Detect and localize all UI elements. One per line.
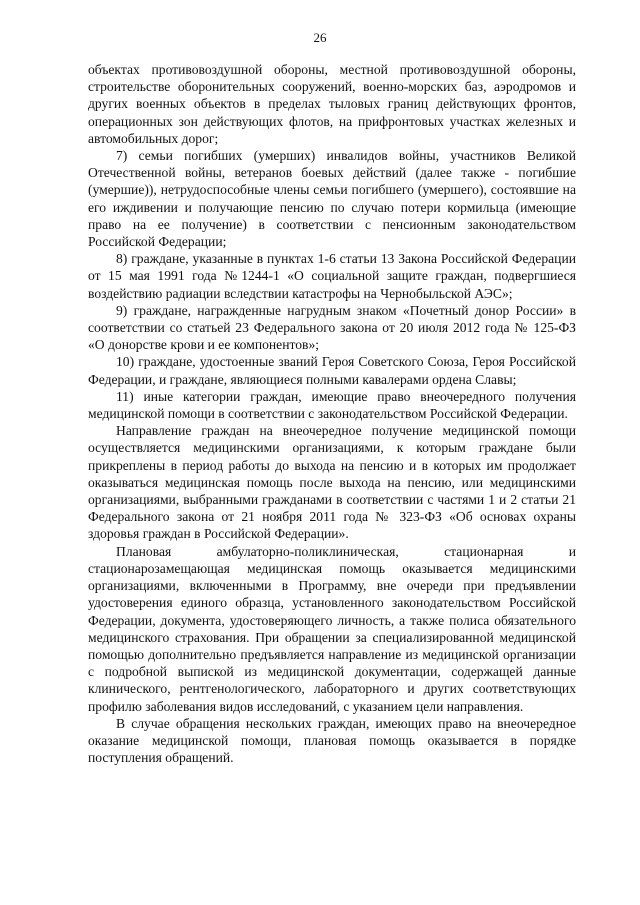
paragraph-item-9: 9) граждане, награжденные нагрудным знаком «Почетный донор России» в соответствии со статьей 23 Федерального закона от 20 июля 2012 года № 125-ФЗ «О донорстве крови и ее компонентов»; (88, 302, 576, 353)
paragraph-continuation: объектах противовоздушной обороны, местной противовоздушной обороны, строительстве оборонительных сооружений, военно-морских баз, аэродромов и других военных объектов в пределах тыловых границ действующих фронтов, операционных зон действующих флотов, на прифронтовых участках железных и автомобильных дорог; (88, 62, 576, 146)
paragraph-order: В случае обращения нескольких граждан, имеющих право на внеочередное оказание медицинской помощи, плановая помощь оказывается в порядке поступления обращений. (88, 715, 576, 766)
paragraph-planned-care: Плановая амбулаторно-поликлиническая, стационарная и стационарозамещающая медицинская помощь оказывается медицинскими организациями, включенными в Программу, вне очереди при предъявлении удостоверения единого образца, установленного законодательством Российской Федерации, документа, удостоверяющего личность, а также полиса обязательного медицинского страхования. При обращении за специализированной медицинской помощью дополнительно предъявляется направление из медицинской организации с подробной выпиской из медицинской документации, содержащей данные клинического, рентгенологического, лабораторного и других соответствующих профилю заболевания видов исследований, с указанием цели направления. (88, 543, 576, 714)
paragraph-item-10: 10) граждане, удостоенные званий Героя Советского Союза, Героя Российской Федерации, и граждане, являющиеся полными кавалерами ордена Славы; (88, 354, 576, 387)
document-body (88, 61, 576, 766)
paragraph-referral: Направление граждан на внеочередное получение медицинской помощи осуществляется медицинскими организациями, к которым граждане были прикреплены в период работы до выхода на пенсию и в которых им продолжает оказываться медицинская помощь после выхода на пенсию, или медицинскими организациями, выбранными гражданами в соответствии с частями 1 и 2 статьи 21 Федерального закона от 21 ноября 2011 года № 323-ФЗ «Об основах охраны здоровья граждан в Российской Федерации». (88, 423, 576, 542)
page-number: 26 (313, 30, 327, 45)
paragraph-item-8: 8) граждане, указанные в пунктах 1-6 статьи 13 Закона Российской Федерации от 15 мая 1991 года №1244-1 «О социальной защите граждан, подвергшиеся воздействию радиации вследствии катастрофы на Чернобыльской АЭС»; (88, 251, 576, 301)
paragraph-item-11: 11) иные категории граждан, имеющие право внеочередного получения медицинской помощи в соответствии с законодательством Российской Федерации. (88, 388, 576, 422)
paragraph-item-7: 7) семьи погибших (умерших) инвалидов войны, участников Великой Отечественной войны, ветеранов боевых действий (далее также - погибшие (умершие)), нетрудоспособные члены семьи погибшего (умершего), состоявшие на его иждивении и получающие пенсию по случаю потери кормильца (имеющие право на ее получение) в соответствии с пенсионным законодательством Российской Федерации; (88, 148, 576, 250)
